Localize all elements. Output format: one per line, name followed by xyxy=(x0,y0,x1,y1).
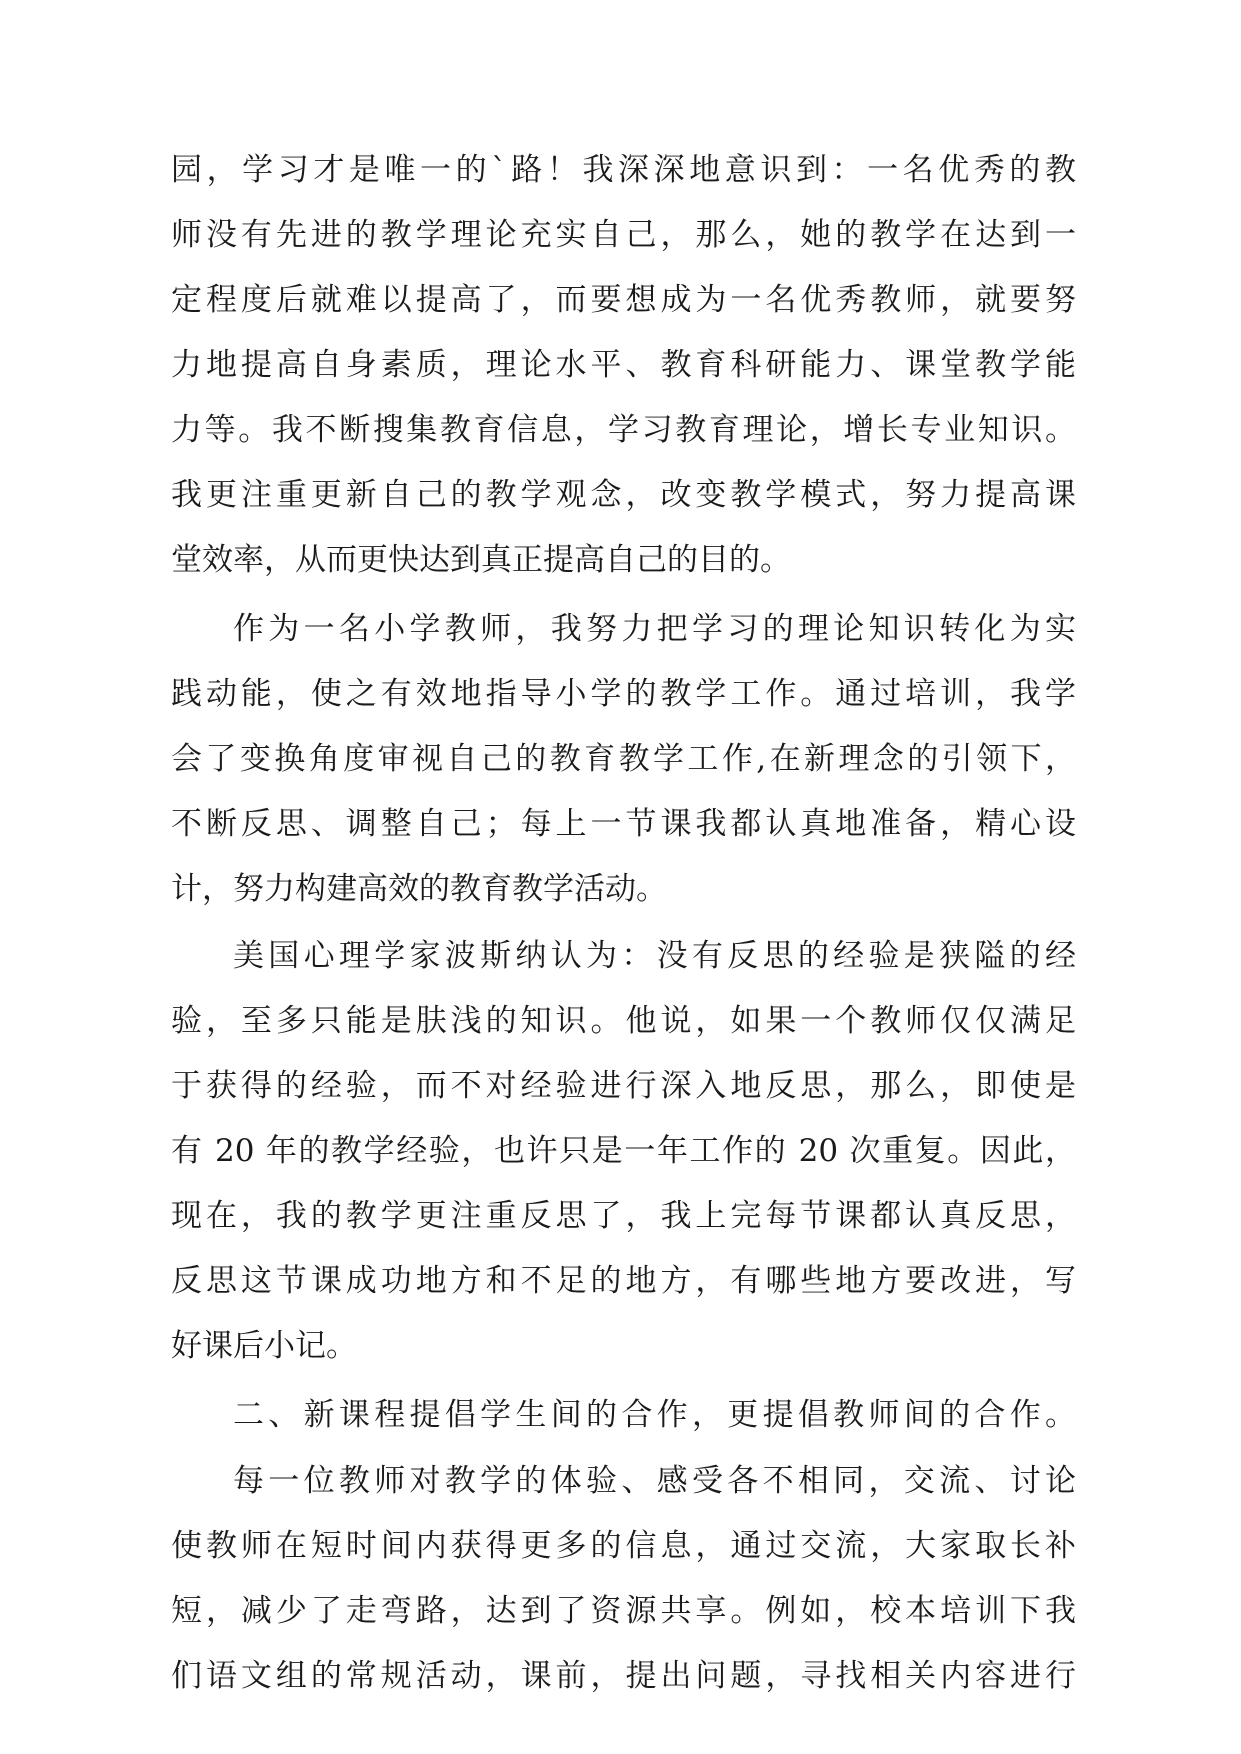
section-heading: 二、新课程提倡学生间的合作，更提倡教师间的合作。 xyxy=(233,1397,1076,1433)
text-line: 堂效率，从而更快达到真正提高自己的目的。 xyxy=(171,542,791,578)
text-line: 美国心理学家波斯纳认为：没有反思的经验是狭隘的经 xyxy=(233,938,1076,974)
text-line: 短，减少了走弯路，达到了资源共享。例如，校本培训下我 xyxy=(171,1593,1076,1629)
text-line: 园，学习才是唯一的`路！我深深地意识到：一名优秀的教 xyxy=(171,152,1076,188)
text-line: 定程度后就难以提高了，而要想成为一名优秀教师，就要努 xyxy=(171,282,1076,318)
text-line: 计，努力构建高效的教育教学活动。 xyxy=(171,871,667,907)
text-line: 每一位教师对教学的体验、感受各不相同，交流、讨论 xyxy=(233,1463,1076,1499)
text-line: 不断反思、调整自己；每上一节课我都认真地准备，精心设 xyxy=(171,806,1076,842)
text-line: 使教师在短时间内获得更多的信息，通过交流，大家取长补 xyxy=(171,1528,1076,1564)
text-line: 力等。我不断搜集教育信息，学习教育理论，增长专业知识。 xyxy=(171,412,1076,448)
text-line: 验，至多只能是肤浅的知识。他说，如果一个教师仅仅满足 xyxy=(171,1003,1076,1039)
text-line: 师没有先进的教学理论充实自己，那么，她的教学在达到一 xyxy=(171,217,1076,253)
text-line: 作为一名小学教师，我努力把学习的理论知识转化为实 xyxy=(233,611,1076,647)
text-line: 反思这节课成功地方和不足的地方，有哪些地方要改进，写 xyxy=(171,1263,1076,1299)
text-line: 力地提高自身素质，理论水平、教育科研能力、课堂教学能 xyxy=(171,347,1076,383)
text-line: 们语文组的常规活动，课前，提出问题，寻找相关内容进行 xyxy=(171,1658,1076,1694)
text-line: 我更注重更新自己的教学观念，改变教学模式，努力提高课 xyxy=(171,477,1076,513)
text-line: 于获得的经验，而不对经验进行深入地反思，那么，即使是 xyxy=(171,1068,1076,1104)
text-line: 践动能，使之有效地指导小学的教学工作。通过培训，我学 xyxy=(171,676,1076,712)
text-line: 好课后小记。 xyxy=(171,1328,357,1364)
text-line: 现在，我的教学更注重反思了，我上完每节课都认真反思， xyxy=(171,1198,1076,1234)
text-line: 会了变换角度审视自己的教育教学工作,在新理念的引领下， xyxy=(171,741,1076,777)
text-line: 有 20 年的教学经验，也许只是一年工作的 20 次重复。因此， xyxy=(171,1133,1076,1169)
